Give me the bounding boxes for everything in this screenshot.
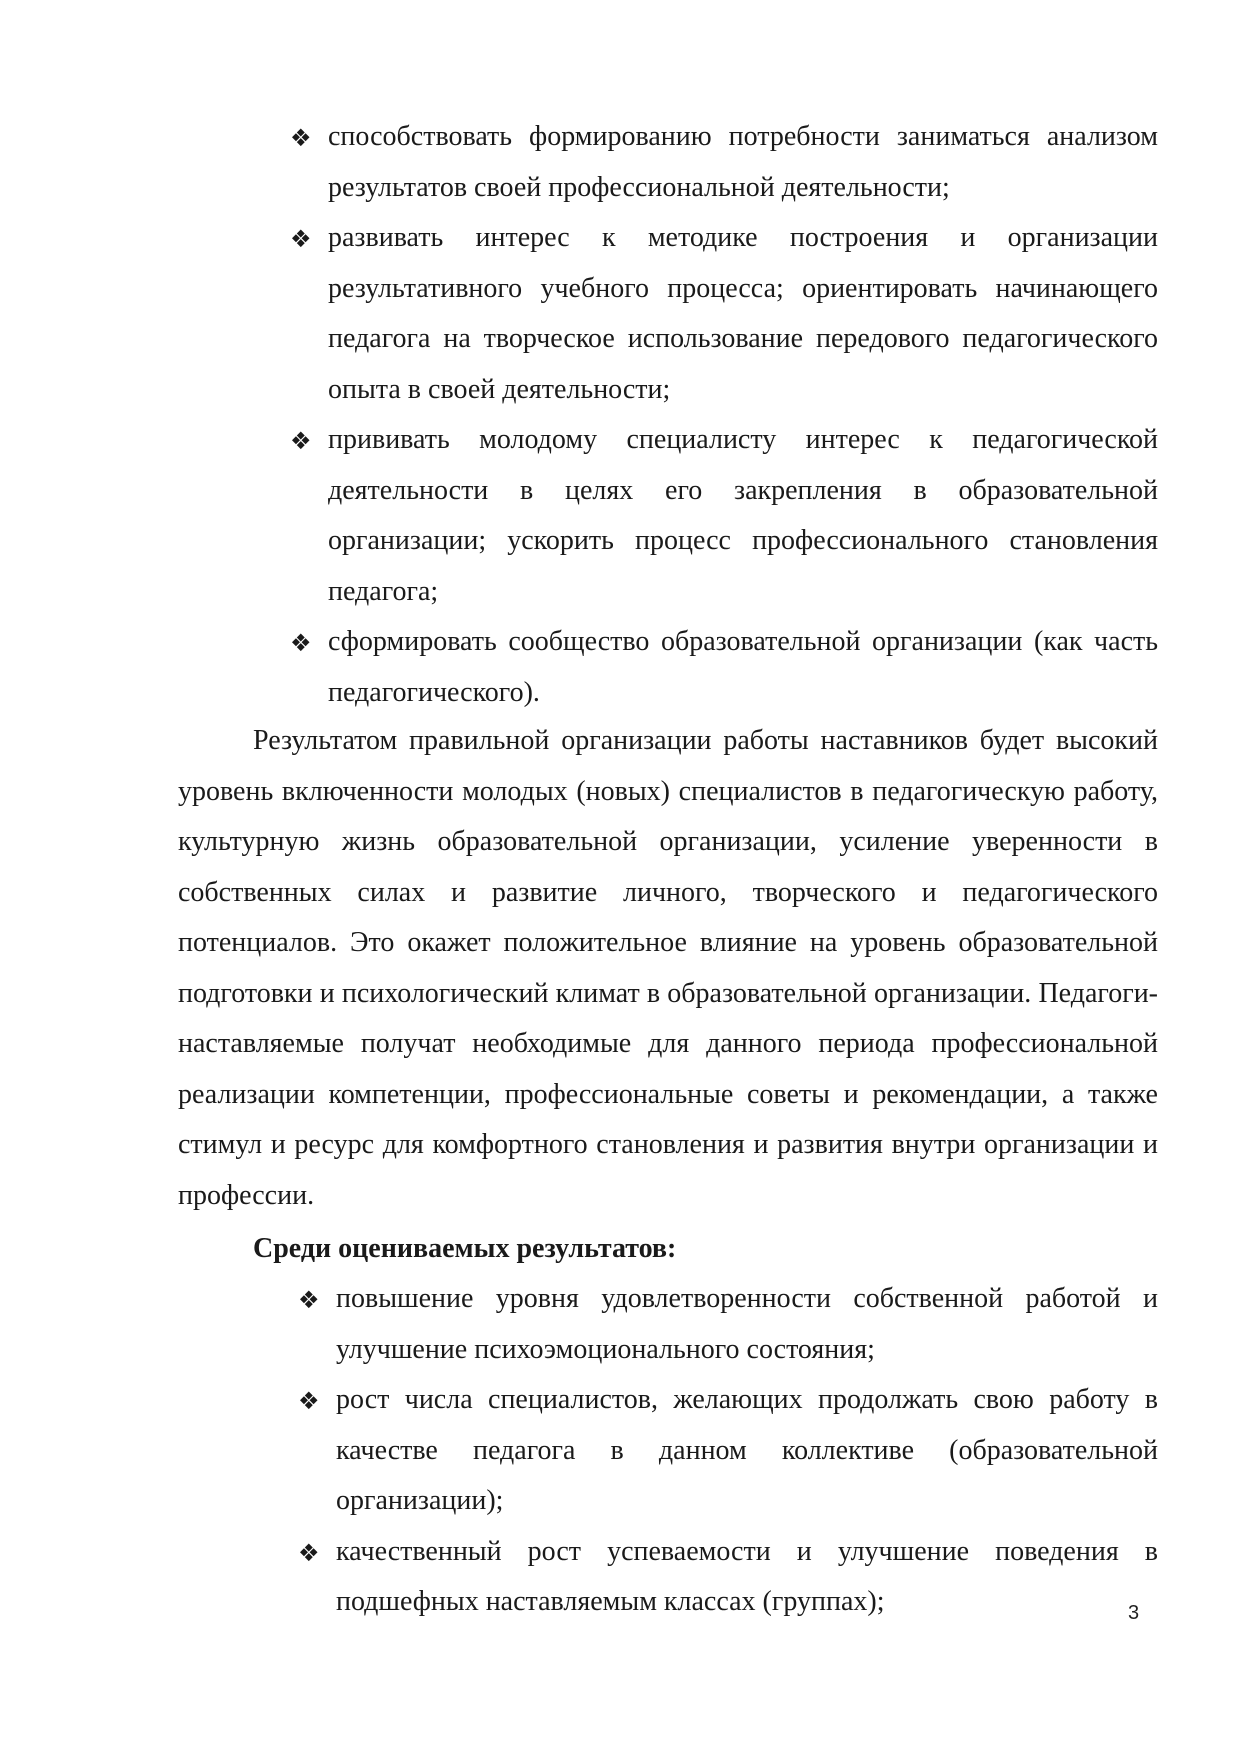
diamond-bullet-icon: ❖: [298, 1538, 320, 1567]
list-item: [298, 1375, 1158, 1527]
diamond-bullet-icon: ❖: [290, 124, 312, 152]
goals-list: [290, 112, 1158, 718]
body-paragraph: Результатом правильной организации работы наставников будет высокий уровень включенности молодых (новых) специалистов в педагогическую работу, культурную жизнь образовательной организации, усиление уверенности в собственных силах и развитие личного, творческого и педагогического потенциалов. Это окажет положительное влияние на уровень образовательной подготовки и психологический климат в образовательной организации. Педагоги-наставляемые получат необходимые для данного периода профессиональной реализации компетенции, профессиональные советы и рекомендации, а также стимул и ресурс для комфортного становления и развития внутри организации и профессии.: [178, 725, 1158, 1211]
diamond-bullet-icon: ❖: [298, 1286, 320, 1314]
results-heading: Среди оцениваемых результатов:: [253, 1233, 677, 1264]
list-item-text: способствовать формированию потребности заниматься анализом результатов своей профессиональной деятельности;: [328, 121, 1158, 203]
results-list: [298, 1274, 1158, 1628]
list-item: [298, 1527, 1158, 1628]
list-item-text: прививать молодому специалисту интерес к педагогической деятельности в целях его закрепления в образовательной организации; ускорить процесс профессионального становления педагога;: [328, 424, 1158, 607]
diamond-bullet-icon: ❖: [290, 225, 312, 253]
diamond-bullet-icon: ❖: [298, 1387, 320, 1415]
list-item: [298, 1274, 1158, 1375]
list-item-text: сформировать сообщество образовательной организации (как часть педагогического).: [328, 626, 1158, 708]
diamond-bullet-icon: ❖: [290, 629, 312, 657]
diamond-bullet-icon: ❖: [290, 427, 312, 455]
list-item-text: развивать интерес к методике построения и организации результативного учебного процесса; ориентировать начинающего педагога на творческое использование передового педагогического опыта в своей деятельности;: [328, 222, 1158, 405]
list-item: [290, 617, 1158, 718]
list-item: [290, 213, 1158, 415]
list-item: [290, 112, 1158, 213]
page-number: 3: [1128, 1602, 1140, 1624]
list-item-text: качественный рост успеваемости и улучшение поведения в подшефных наставляемым классах (группах);: [336, 1535, 1158, 1617]
list-item: [290, 415, 1158, 617]
list-item-text: рост числа специалистов, желающих продолжать свою работу в качестве педагога в данном коллективе (образовательной организации);: [336, 1384, 1158, 1516]
list-item-text: повышение уровня удовлетворенности собственной работой и улучшение психоэмоционального состояния;: [336, 1283, 1158, 1365]
